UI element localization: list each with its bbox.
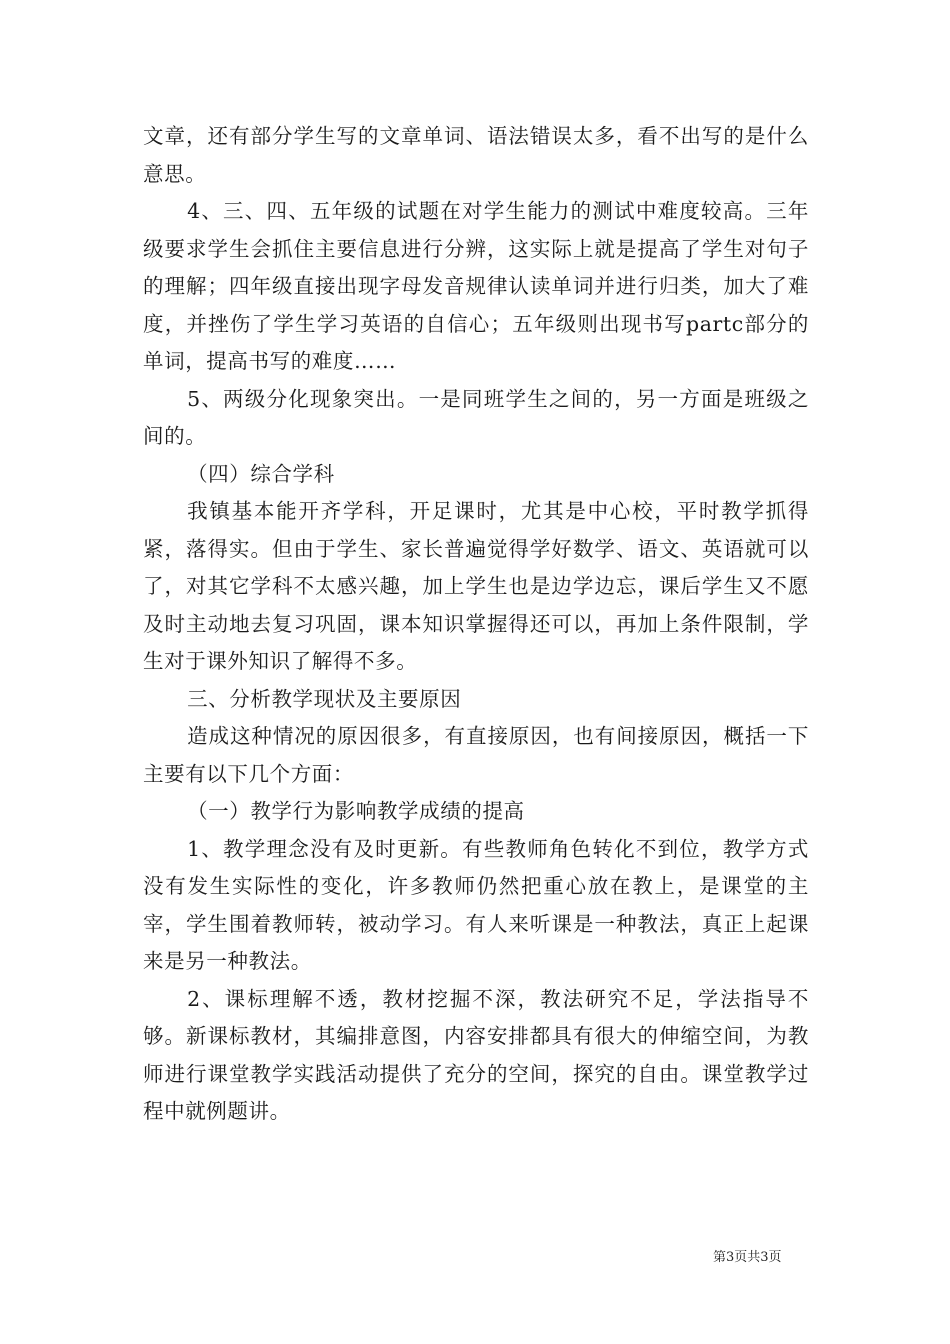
subsection-heading-teaching-behavior: （一）教学行为影响教学成绩的提高 xyxy=(187,799,525,823)
document-body xyxy=(143,118,809,1131)
paragraph-teaching-concept: 1、教学理念没有及时更新。有些教师角色转化不到位，教学方式没有发生实际性的变化，许多教师仍然把重心放在教上，是课堂的主宰，学生围着教师转，被动学习。有人来听课是一种教法，真正上起课来是另一种教法。 xyxy=(143,836,809,973)
paragraph-causes-intro: 造成这种情况的原因很多，有直接原因，也有间接原因，概括一下主要有以下几个方面： xyxy=(143,724,809,786)
paragraph-curriculum-understanding: 2、课标理解不透，教材挖掘不深，教法研究不足，学法指导不够。新课标教材，其编排意图，内容安排都具有很大的伸缩空间，为教师进行课堂教学实践活动提供了充分的空间，探究的自由。课堂教学过程中就例题讲。 xyxy=(143,986,809,1123)
page-number-footer: 第3页共3页 xyxy=(713,1250,782,1265)
paragraph-comprehensive-subjects: 我镇基本能开齐学科，开足课时，尤其是中心校，平时教学抓得紧，落得实。但由于学生、家长普遍觉得学好数学、语文、英语就可以了，对其它学科不太感兴趣，加上学生也是边学边忘，课后学生又不愿及时主动地去复习巩固，课本知识掌握得还可以，再加上条件限制，学生对于课外知识了解得不多。 xyxy=(143,499,809,673)
section-heading-comprehensive-subjects: （四）综合学科 xyxy=(187,461,335,486)
section-heading-analysis: 三、分析教学现状及主要原因 xyxy=(187,686,462,711)
paragraph-continuation: 文章，还有部分学生写的文章单词、语法错误太多，看不出写的是什么意思。 xyxy=(143,124,809,186)
paragraph-english-item-5: 5、两级分化现象突出。一是同班学生之间的，另一方面是班级之间的。 xyxy=(143,386,809,448)
paragraph-english-item-4: 4、三、四、五年级的试题在对学生能力的测试中难度较高。三年级要求学生会抓住主要信息进行分辨，这实际上就是提高了学生对句子的理解；四年级直接出现字母发音规律认读单词并进行归类，加大了难度，并挫伤了学生学习英语的自信心；五年级则出现书写partc部分的单词，提高书写的难度…… xyxy=(143,199,809,373)
